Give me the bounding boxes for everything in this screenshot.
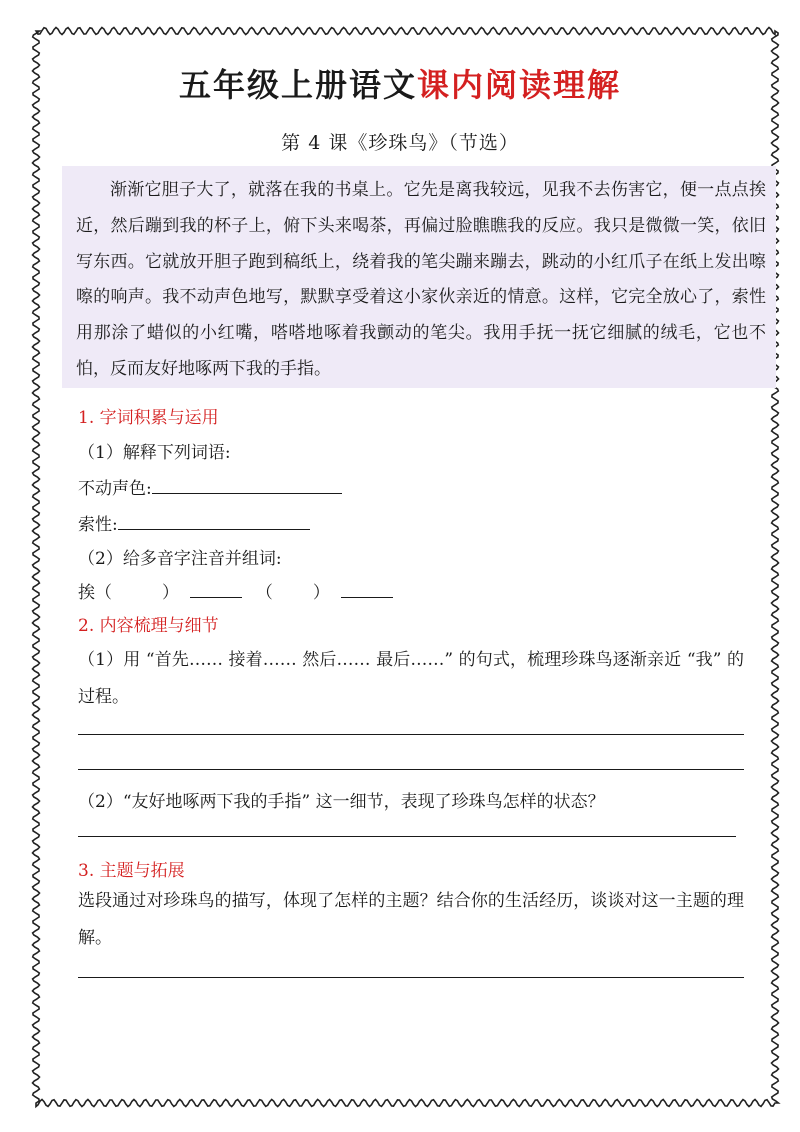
paren-close-1: ） [162,583,179,603]
s1-question2: （2）给多音字注音并组词: [78,549,282,569]
title-highlight: 课内阅读理解 [417,66,622,104]
paren-close-2: ） [312,583,330,603]
title-main: 五年级上册语文 [178,66,417,104]
word-blank-2[interactable] [341,583,393,598]
section2-heading: 2. 内容梳理与细节 [78,616,219,636]
answer-line[interactable] [78,836,736,837]
s1-polyphone-row [78,578,393,603]
answer-line[interactable] [78,734,744,735]
s1-question1: （1）解释下列词语: [78,443,231,463]
s3-question: 选段通过对珍珠鸟的描写，体现了怎样的主题？结合你的生活经历，谈谈对这一主题的理解。 [78,891,744,948]
s1-word2-row [78,510,310,535]
page-title [0,60,800,106]
passage-text: 渐渐它胆子大了，就落在我的书桌上。它先是离我较远，见我不去伤害它，便一点点挨近，然后蹦到我的杯子上，俯下头来喝茶，再偏过脸瞧瞧我的反应。我只是微微一笑，依旧写东西。它就放开胆子跑到稿纸上，绕着我的笔尖蹦来蹦去，跳动的小红爪子在纸上发出嚓嚓的响声。我不动声色地写，默默享受着这小家伙亲近的情意。这样，它完全放心了，索性用那涂了蜡似的小红嘴，嗒嗒地啄着我颤动的笔尖。我用手抚一抚它细腻的绒毛，它也不怕，反而友好地啄两下我的手指。 [76,180,766,379]
s2-question1: （1）用 “首先…… 接着…… 然后…… 最后……” 的句式，梳理珍珠鸟逐渐亲近 “我” 的过程。 [78,650,744,707]
paren-open-1: （ [95,583,112,603]
answer-line[interactable] [78,977,744,978]
section3-heading: 3. 主题与拓展 [78,861,185,881]
lesson-subtitle: 第 4 课《珍珠鸟》（节选） [281,132,519,154]
section1-heading: 1. 字词积累与运用 [78,408,219,428]
s1-word2-label: 索性: [78,515,118,535]
s1-polyphone-char: 挨 [78,583,95,603]
s1-word2-answer-blank[interactable] [118,515,310,530]
s1-word1-row [78,474,342,499]
word-blank-1[interactable] [190,583,242,598]
s1-word1-answer-blank[interactable] [152,479,342,494]
s2-question2: （2）“友好地啄两下我的手指” 这一细节，表现了珍珠鸟怎样的状态？ [78,792,605,812]
answer-line[interactable] [78,769,744,770]
paren-open-2: （ [255,583,273,603]
s1-word1-label: 不动声色: [78,479,152,499]
